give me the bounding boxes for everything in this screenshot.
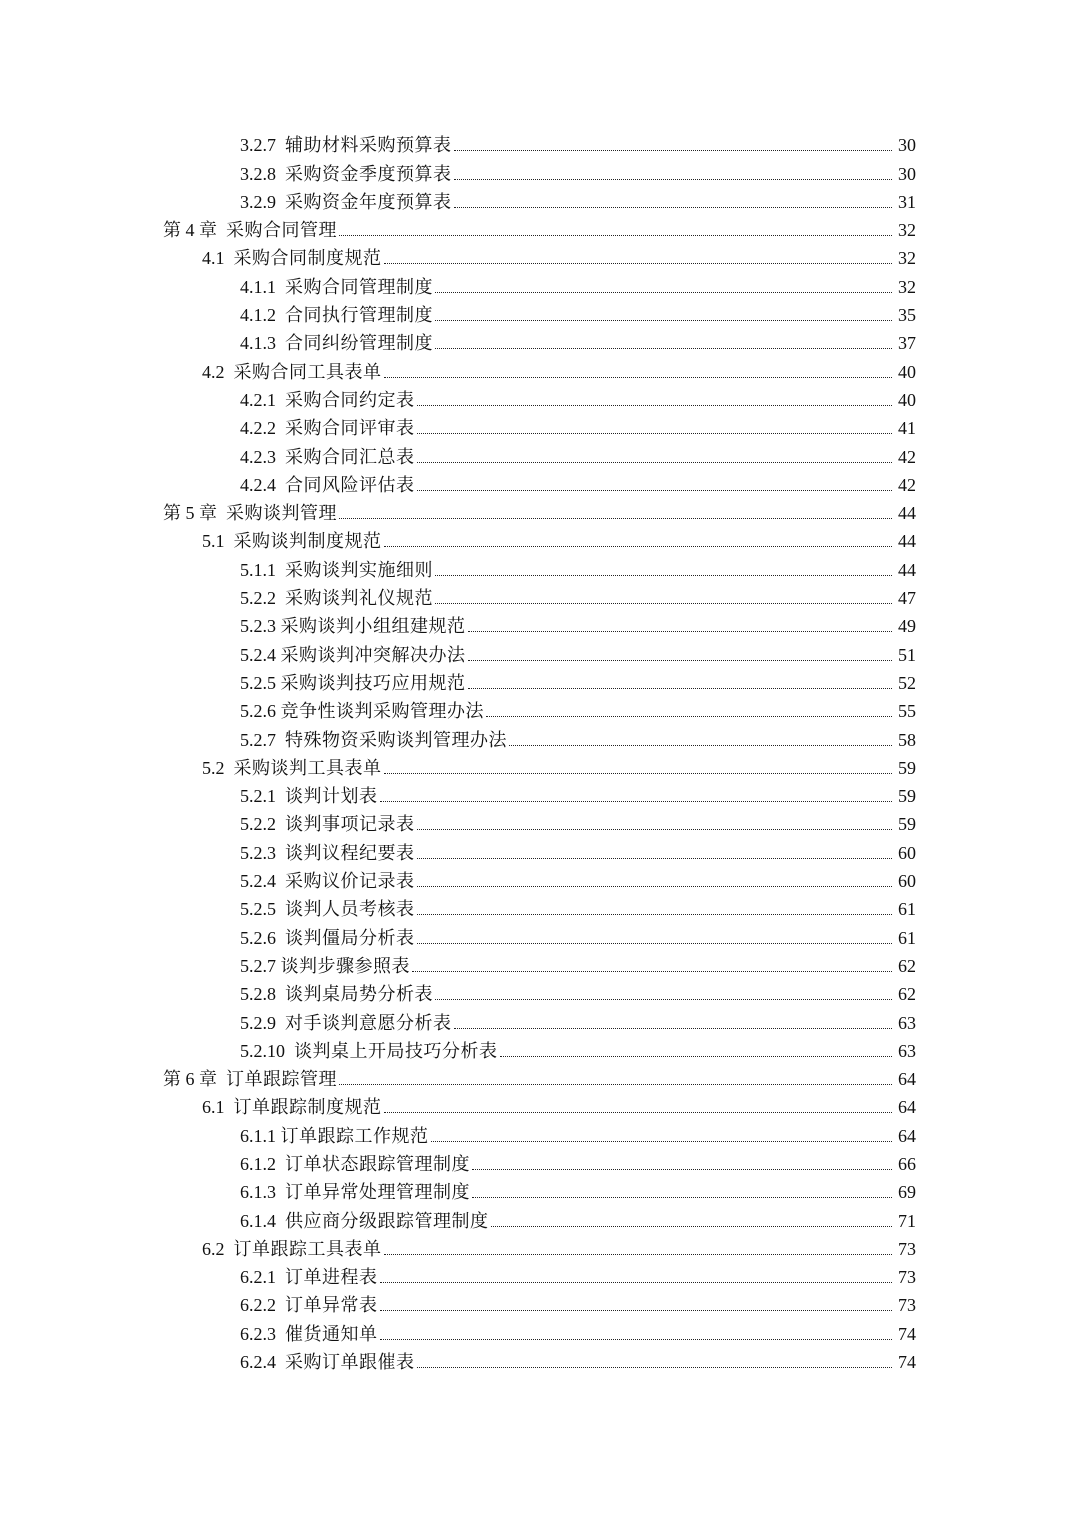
toc-entry-number: 5.1	[202, 531, 234, 552]
toc-entry-number: 5.2.7	[240, 729, 285, 750]
toc-entry-number: 6.1.3	[240, 1182, 285, 1203]
dot-leader	[384, 1254, 893, 1255]
toc-entry-page-number: 73	[898, 1238, 916, 1259]
toc-entry-title: 对手谈判意愿分析表	[285, 1012, 452, 1033]
dot-leader	[472, 1197, 892, 1198]
toc-entry[interactable]	[0, 1318, 916, 1346]
dot-leader	[417, 1367, 893, 1368]
toc-entry-title: 谈判僵局分析表	[285, 927, 415, 948]
toc-entry[interactable]	[0, 1177, 916, 1205]
toc-entry-page-number: 52	[898, 672, 916, 693]
toc-entry-number: 5.2.5	[240, 672, 281, 693]
toc-entry-number: 6.2.1	[240, 1267, 285, 1288]
dot-leader	[417, 433, 893, 434]
toc-entry[interactable]	[0, 1120, 916, 1148]
toc-entry-title: 辅助材料采购预算表	[285, 135, 452, 156]
toc-entry-page-number: 47	[898, 588, 916, 609]
toc-entry-number: 5.2.4	[240, 871, 285, 892]
toc-entry-title: 采购谈判工具表单	[233, 757, 382, 778]
toc-entry-number: 4.1.1	[240, 276, 285, 297]
toc-entry-page-number: 63	[898, 1012, 916, 1033]
toc-entry-title: 采购谈判管理	[226, 503, 337, 524]
toc-entry[interactable]	[0, 951, 916, 979]
toc-entry[interactable]	[0, 271, 916, 299]
toc-entry-page-number: 62	[898, 955, 916, 976]
dot-leader	[472, 1169, 892, 1170]
toc-entry-number: 6.2.3	[240, 1323, 285, 1344]
toc-entry-title: 采购资金季度预算表	[285, 163, 452, 184]
toc-entry[interactable]	[0, 158, 916, 186]
toc-entry-page-number: 32	[898, 220, 916, 241]
dot-leader	[454, 207, 893, 208]
dot-leader	[468, 688, 893, 689]
dot-leader	[384, 546, 893, 547]
toc-entry-number: 5.2.9	[240, 1012, 285, 1033]
toc-entry-title: 采购合同管理	[226, 220, 337, 241]
toc-entry-number: 4.1	[202, 248, 234, 269]
toc-entry[interactable]	[0, 753, 916, 781]
toc-entry-title: 采购议价记录表	[285, 871, 415, 892]
toc-entry-page-number: 58	[898, 729, 916, 750]
toc-entry-page-number: 64	[898, 1097, 916, 1118]
toc-entry-page-number: 73	[898, 1267, 916, 1288]
dot-leader	[339, 518, 892, 519]
toc-entry[interactable]	[0, 866, 916, 894]
toc-entry[interactable]	[0, 1262, 916, 1290]
toc-entry-page-number: 40	[898, 389, 916, 410]
toc-entry-title: 采购合同约定表	[285, 389, 415, 410]
dot-leader	[384, 377, 893, 378]
toc-entry-title: 谈判桌局势分析表	[285, 984, 433, 1005]
dot-leader	[417, 886, 893, 887]
toc-entry-title: 谈判议程纪要表	[285, 842, 415, 863]
toc-entry-title: 订单跟踪制度规范	[233, 1097, 382, 1118]
dot-leader	[435, 999, 892, 1000]
toc-entry-number: 5.2.5	[240, 899, 285, 920]
toc-entry-page-number: 41	[898, 418, 916, 439]
toc-entry[interactable]	[0, 215, 916, 243]
toc-entry-number: 4.1.3	[240, 333, 285, 354]
toc-entry-page-number: 44	[898, 503, 916, 524]
toc-entry-page-number: 60	[898, 871, 916, 892]
toc-entry-title: 特殊物资采购谈判管理办法	[285, 729, 507, 750]
dot-leader	[491, 1226, 893, 1227]
toc-entry[interactable]	[0, 243, 916, 271]
toc-entry-number: 第 4 章	[163, 220, 226, 241]
toc-entry-number: 3.2.9	[240, 191, 285, 212]
toc-entry-page-number: 59	[898, 757, 916, 778]
toc-entry[interactable]	[0, 130, 916, 158]
toc-entry-title: 合同执行管理制度	[285, 305, 433, 326]
dot-leader	[339, 235, 892, 236]
dot-leader	[435, 603, 892, 604]
toc-entry[interactable]	[0, 724, 916, 752]
table-of-contents	[0, 130, 1080, 1375]
toc-entry-title: 采购资金年度预算表	[285, 191, 452, 212]
toc-entry-number: 4.2.4	[240, 474, 285, 495]
toc-entry-page-number: 44	[898, 531, 916, 552]
dot-leader	[417, 829, 893, 830]
toc-entry[interactable]	[0, 979, 916, 1007]
toc-entry-page-number: 30	[898, 163, 916, 184]
dot-leader	[500, 1056, 893, 1057]
toc-entry[interactable]	[0, 668, 916, 696]
dot-leader	[454, 179, 893, 180]
toc-entry-number: 6.1.4	[240, 1210, 285, 1231]
dot-leader	[454, 150, 893, 151]
dot-leader	[468, 660, 893, 661]
toc-entry-number: 5.1.1	[240, 559, 285, 580]
toc-entry-page-number: 32	[898, 248, 916, 269]
toc-entry-number: 5.2.2	[240, 588, 285, 609]
dot-leader	[468, 631, 893, 632]
toc-entry-number: 4.2.2	[240, 418, 285, 439]
toc-entry[interactable]	[0, 328, 916, 356]
toc-entry-title: 合同风险评估表	[285, 474, 415, 495]
toc-entry-page-number: 42	[898, 446, 916, 467]
dot-leader	[417, 405, 893, 406]
toc-entry[interactable]	[0, 385, 916, 413]
dot-leader	[380, 1310, 893, 1311]
toc-entry-number: 5.2.10	[240, 1040, 294, 1061]
toc-entry-title: 订单跟踪工具表单	[233, 1238, 382, 1259]
toc-entry-number: 6.1	[202, 1097, 234, 1118]
toc-entry-page-number: 42	[898, 474, 916, 495]
toc-entry-title: 订单异常处理管理制度	[285, 1182, 470, 1203]
toc-entry[interactable]	[0, 300, 916, 328]
toc-entry-number: 5.2.6	[240, 701, 281, 722]
toc-entry-title: 谈判桌上开局技巧分析表	[294, 1040, 498, 1061]
toc-entry-page-number: 59	[898, 786, 916, 807]
toc-entry-page-number: 64	[898, 1125, 916, 1146]
dot-leader	[435, 348, 892, 349]
toc-entry[interactable]	[0, 187, 916, 215]
toc-entry-page-number: 74	[898, 1323, 916, 1344]
toc-entry[interactable]	[0, 441, 916, 469]
toc-entry-page-number: 59	[898, 814, 916, 835]
toc-entry[interactable]	[0, 470, 916, 498]
toc-entry-title: 采购合同工具表单	[233, 361, 382, 382]
dot-leader	[384, 773, 893, 774]
toc-entry[interactable]	[0, 1149, 916, 1177]
toc-entry-number: 6.1.2	[240, 1153, 285, 1174]
toc-entry[interactable]	[0, 809, 916, 837]
toc-entry-number: 5.2.1	[240, 786, 285, 807]
toc-entry-number: 5.2.3	[240, 842, 285, 863]
toc-entry-number: 5.2	[202, 757, 234, 778]
toc-entry-page-number: 71	[898, 1210, 916, 1231]
toc-entry-title: 谈判步骤参照表	[280, 955, 410, 976]
toc-entry[interactable]	[0, 1007, 916, 1035]
dot-leader	[384, 263, 893, 264]
toc-entry[interactable]	[0, 1064, 916, 1092]
dot-leader	[435, 575, 892, 576]
toc-entry-title: 谈判计划表	[285, 786, 378, 807]
toc-entry-number: 第 5 章	[163, 503, 226, 524]
toc-entry-page-number: 61	[898, 927, 916, 948]
toc-entry-page-number: 44	[898, 559, 916, 580]
toc-entry-number: 6.2.4	[240, 1352, 285, 1373]
toc-entry-title: 采购谈判小组组建规范	[280, 616, 466, 637]
dot-leader	[417, 462, 893, 463]
toc-entry[interactable]	[0, 781, 916, 809]
toc-entry-number: 4.1.2	[240, 305, 285, 326]
toc-entry[interactable]	[0, 1347, 916, 1375]
toc-entry-page-number: 64	[898, 1069, 916, 1090]
toc-entry-page-number: 31	[898, 191, 916, 212]
toc-entry-title: 采购合同评审表	[285, 418, 415, 439]
toc-entry-number: 3.2.7	[240, 135, 285, 156]
dot-leader	[380, 1339, 893, 1340]
toc-entry-page-number: 74	[898, 1352, 916, 1373]
toc-entry-page-number: 66	[898, 1153, 916, 1174]
toc-entry-number: 6.2	[202, 1238, 234, 1259]
toc-entry-title: 竞争性谈判采购管理办法	[280, 701, 484, 722]
dot-leader	[486, 716, 892, 717]
dot-leader	[380, 801, 893, 802]
toc-entry-page-number: 60	[898, 842, 916, 863]
toc-entry[interactable]	[0, 922, 916, 950]
toc-entry[interactable]	[0, 1036, 916, 1064]
toc-entry-title: 订单状态跟踪管理制度	[285, 1153, 470, 1174]
toc-entry[interactable]	[0, 1205, 916, 1233]
toc-entry[interactable]	[0, 837, 916, 865]
toc-entry-page-number: 49	[898, 616, 916, 637]
toc-entry-page-number: 55	[898, 701, 916, 722]
toc-entry-title: 采购谈判制度规范	[233, 531, 382, 552]
toc-entry-title: 采购订单跟催表	[285, 1352, 415, 1373]
toc-entry[interactable]	[0, 1234, 916, 1262]
toc-entry-number: 6.2.2	[240, 1295, 285, 1316]
toc-entry-number: 4.2.3	[240, 446, 285, 467]
dot-leader	[509, 745, 892, 746]
dot-leader	[380, 1282, 893, 1283]
toc-entry-page-number: 35	[898, 305, 916, 326]
toc-entry[interactable]	[0, 356, 916, 384]
toc-entry-page-number: 37	[898, 333, 916, 354]
toc-entry[interactable]	[0, 498, 916, 526]
dot-leader	[417, 943, 893, 944]
toc-entry-title: 采购谈判冲突解决办法	[280, 644, 466, 665]
toc-entry-title: 订单跟踪管理	[226, 1069, 337, 1090]
toc-entry-page-number: 62	[898, 984, 916, 1005]
dot-leader	[417, 914, 893, 915]
toc-entry[interactable]	[0, 639, 916, 667]
toc-entry-page-number: 32	[898, 276, 916, 297]
toc-entry-title: 采购合同汇总表	[285, 446, 415, 467]
toc-entry-page-number: 61	[898, 899, 916, 920]
toc-entry[interactable]	[0, 696, 916, 724]
toc-entry-page-number: 40	[898, 361, 916, 382]
toc-entry-title: 订单进程表	[285, 1267, 378, 1288]
dot-leader	[412, 971, 892, 972]
toc-entry[interactable]	[0, 1092, 916, 1120]
dot-leader	[384, 1112, 893, 1113]
toc-entry-page-number: 69	[898, 1182, 916, 1203]
toc-entry-number: 4.2.1	[240, 389, 285, 410]
toc-entry-number: 6.1.1	[240, 1125, 281, 1146]
toc-entry-number: 5.2.6	[240, 927, 285, 948]
toc-entry-title: 采购合同制度规范	[233, 248, 382, 269]
dot-leader	[417, 490, 893, 491]
toc-entry[interactable]	[0, 894, 916, 922]
dot-leader	[417, 858, 893, 859]
dot-leader	[435, 320, 892, 321]
toc-entry-title: 订单异常表	[285, 1295, 378, 1316]
toc-entry[interactable]	[0, 1290, 916, 1318]
toc-entry-number: 3.2.8	[240, 163, 285, 184]
toc-entry-number: 5.2.2	[240, 814, 285, 835]
toc-entry-title: 采购谈判技巧应用规范	[280, 672, 466, 693]
toc-entry-title: 采购谈判实施细则	[285, 559, 433, 580]
toc-entry-title: 订单跟踪工作规范	[280, 1125, 429, 1146]
toc-entry-title: 谈判人员考核表	[285, 899, 415, 920]
toc-entry-number: 4.2	[202, 361, 234, 382]
dot-leader	[339, 1084, 892, 1085]
toc-entry-number: 第 6 章	[163, 1069, 226, 1090]
toc-entry-page-number: 51	[898, 644, 916, 665]
toc-entry[interactable]	[0, 554, 916, 582]
toc-entry[interactable]	[0, 413, 916, 441]
toc-entry-title: 谈判事项记录表	[285, 814, 415, 835]
toc-entry-title: 催货通知单	[285, 1323, 378, 1344]
toc-entry-title: 采购谈判礼仪规范	[285, 588, 433, 609]
toc-entry[interactable]	[0, 526, 916, 554]
dot-leader	[431, 1141, 893, 1142]
toc-entry-number: 5.2.8	[240, 984, 285, 1005]
toc-entry-title: 采购合同管理制度	[285, 276, 433, 297]
dot-leader	[454, 1028, 893, 1029]
toc-entry[interactable]	[0, 611, 916, 639]
toc-entry-number: 5.2.7	[240, 955, 281, 976]
toc-entry-title: 合同纠纷管理制度	[285, 333, 433, 354]
toc-entry[interactable]	[0, 583, 916, 611]
toc-entry-title: 供应商分级跟踪管理制度	[285, 1210, 489, 1231]
dot-leader	[435, 292, 892, 293]
toc-entry-number: 5.2.4	[240, 644, 281, 665]
toc-entry-page-number: 63	[898, 1040, 916, 1061]
toc-entry-page-number: 73	[898, 1295, 916, 1316]
toc-entry-number: 5.2.3	[240, 616, 281, 637]
toc-entry-page-number: 30	[898, 135, 916, 156]
